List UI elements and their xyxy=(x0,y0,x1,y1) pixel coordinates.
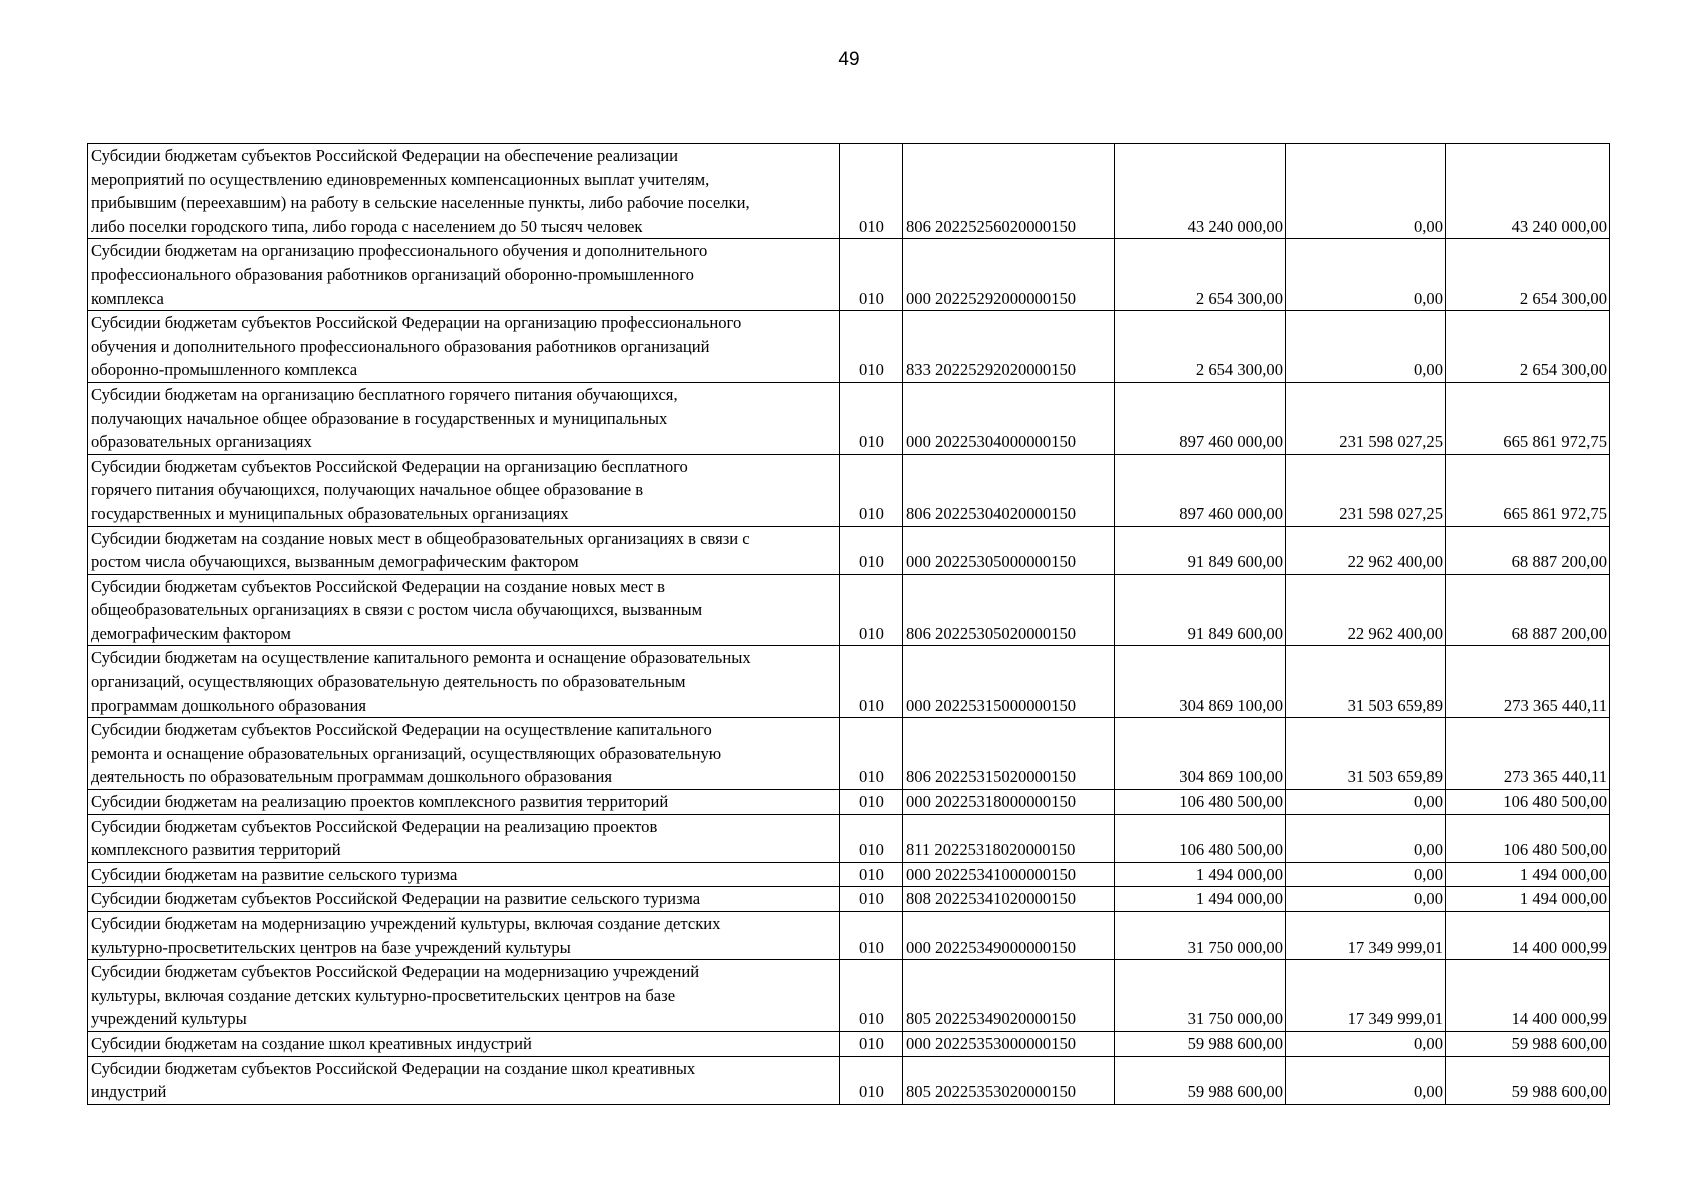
approved-amount-cell: 1 494 000,00 xyxy=(1115,862,1286,887)
unexecuted-amount-cell: 665 861 972,75 xyxy=(1446,382,1610,454)
income-description-line: государственных и муниципальных образовательных организациях xyxy=(91,503,569,523)
line-code-cell: 010 xyxy=(840,239,903,311)
unexecuted-amount-cell: 106 480 500,00 xyxy=(1446,790,1610,815)
line-code-cell: 010 xyxy=(840,960,903,1032)
income-description-line: Субсидии бюджетам на развитие сельского туризма xyxy=(91,864,458,884)
approved-amount-cell: 106 480 500,00 xyxy=(1115,790,1286,815)
income-description-line: Субсидии бюджетам субъектов Российской Федерации на реализацию проектов xyxy=(91,816,658,836)
line-code-cell: 010 xyxy=(840,718,903,790)
table-row xyxy=(88,814,1610,862)
income-classification-code-cell: 811 20225318020000150 xyxy=(903,814,1115,862)
income-classification-code-cell: 805 20225353020000150 xyxy=(903,1056,1115,1104)
unexecuted-amount-cell: 43 240 000,00 xyxy=(1446,144,1610,239)
approved-amount-cell: 91 849 600,00 xyxy=(1115,526,1286,574)
approved-amount-cell: 59 988 600,00 xyxy=(1115,1031,1286,1056)
executed-amount-cell: 0,00 xyxy=(1286,862,1446,887)
executed-amount-cell: 0,00 xyxy=(1286,790,1446,815)
income-description-line: Субсидии бюджетам на осуществление капитального ремонта и оснащение образовательных xyxy=(91,648,751,668)
line-code-cell: 010 xyxy=(840,574,903,646)
unexecuted-amount-cell: 665 861 972,75 xyxy=(1446,454,1610,526)
unexecuted-amount-cell: 59 988 600,00 xyxy=(1446,1056,1610,1104)
income-description-line: деятельность по образовательным программам дошкольного образования xyxy=(91,767,613,787)
executed-amount-cell: 231 598 027,25 xyxy=(1286,382,1446,454)
income-description-cell xyxy=(88,574,840,646)
income-description-cell xyxy=(88,1031,840,1056)
table-row xyxy=(88,382,1610,454)
unexecuted-amount-cell: 2 654 300,00 xyxy=(1446,239,1610,311)
income-description-cell xyxy=(88,814,840,862)
income-description-line: Субсидии бюджетам субъектов Российской Федерации на организацию бесплатного xyxy=(91,456,688,476)
unexecuted-amount-cell: 14 400 000,99 xyxy=(1446,960,1610,1032)
income-description-line: комплексного развития территорий xyxy=(91,840,341,860)
income-description-line: обучения и дополнительного профессионального образования работников организаций xyxy=(91,336,710,356)
income-description-cell xyxy=(88,718,840,790)
income-description-line: Субсидии бюджетам субъектов Российской Федерации на осуществление капитального xyxy=(91,720,712,740)
income-description-cell xyxy=(88,526,840,574)
approved-amount-cell: 304 869 100,00 xyxy=(1115,718,1286,790)
executed-amount-cell: 31 503 659,89 xyxy=(1286,718,1446,790)
income-description-line: Субсидии бюджетам субъектов Российской Федерации на обеспечение реализации xyxy=(91,146,679,165)
approved-amount-cell: 91 849 600,00 xyxy=(1115,574,1286,646)
income-description-line: культуры, включая создание детских культурно-просветительских центров на базе xyxy=(91,985,676,1005)
unexecuted-amount-cell: 14 400 000,99 xyxy=(1446,912,1610,960)
income-description-line: учреждений культуры xyxy=(91,1009,247,1029)
income-description-cell xyxy=(88,239,840,311)
table-row xyxy=(88,1031,1610,1056)
approved-amount-cell: 897 460 000,00 xyxy=(1115,382,1286,454)
income-classification-code-cell: 806 20225304020000150 xyxy=(903,454,1115,526)
executed-amount-cell: 17 349 999,01 xyxy=(1286,960,1446,1032)
income-description-line: Субсидии бюджетам на создание новых мест в общеобразовательных организациях в связи с xyxy=(91,528,750,548)
table-row xyxy=(88,574,1610,646)
income-description-line: культурно-просветительских центров на базе учреждений культуры xyxy=(91,937,571,957)
executed-amount-cell: 22 962 400,00 xyxy=(1286,574,1446,646)
income-classification-code-cell: 000 20225304000000150 xyxy=(903,382,1115,454)
line-code-cell: 010 xyxy=(840,646,903,718)
unexecuted-amount-cell: 106 480 500,00 xyxy=(1446,814,1610,862)
unexecuted-amount-cell: 59 988 600,00 xyxy=(1446,1031,1610,1056)
approved-amount-cell: 106 480 500,00 xyxy=(1115,814,1286,862)
income-classification-code-cell: 805 20225349020000150 xyxy=(903,960,1115,1032)
executed-amount-cell: 31 503 659,89 xyxy=(1286,646,1446,718)
income-classification-code-cell: 000 20225292000000150 xyxy=(903,239,1115,311)
income-description-cell xyxy=(88,790,840,815)
table-row xyxy=(88,646,1610,718)
income-classification-code-cell: 000 20225318000000150 xyxy=(903,790,1115,815)
line-code-cell: 010 xyxy=(840,814,903,862)
income-description-line: Субсидии бюджетам субъектов Российской Федерации на организацию профессионального xyxy=(91,313,742,333)
table-row xyxy=(88,311,1610,383)
income-description-line: демографическим фактором xyxy=(91,623,291,643)
income-description-line: организаций, осуществляющих образовательную деятельность по образовательным xyxy=(91,672,686,692)
income-description-line: индустрий xyxy=(91,1082,167,1102)
executed-amount-cell: 0,00 xyxy=(1286,887,1446,912)
executed-amount-cell: 22 962 400,00 xyxy=(1286,526,1446,574)
income-description-line: прибывшим (переехавшим) на работу в сельские населенные пункты, либо рабочие поселки, xyxy=(91,193,750,213)
income-description-line: Субсидии бюджетам субъектов Российской Федерации на развитие сельского туризма xyxy=(91,889,701,909)
income-description-line: оборонно-промышленного комплекса xyxy=(91,360,358,380)
executed-amount-cell: 0,00 xyxy=(1286,311,1446,383)
executed-amount-cell: 231 598 027,25 xyxy=(1286,454,1446,526)
income-description-line: комплекса xyxy=(91,288,164,308)
income-classification-code-cell: 000 20225315000000150 xyxy=(903,646,1115,718)
income-description-cell xyxy=(88,887,840,912)
income-description-line: получающих начальное общее образование в государственных и муниципальных xyxy=(91,408,668,428)
income-description-line: Субсидии бюджетам на организацию профессионального обучения и дополнительного xyxy=(91,241,708,261)
unexecuted-amount-cell: 68 887 200,00 xyxy=(1446,574,1610,646)
income-classification-code-cell: 000 20225341000000150 xyxy=(903,862,1115,887)
table-row xyxy=(88,454,1610,526)
approved-amount-cell: 31 750 000,00 xyxy=(1115,960,1286,1032)
approved-amount-cell: 43 240 000,00 xyxy=(1115,144,1286,239)
executed-amount-cell: 0,00 xyxy=(1286,1056,1446,1104)
line-code-cell: 010 xyxy=(840,526,903,574)
income-description-cell xyxy=(88,862,840,887)
income-description-line: Субсидии бюджетам субъектов Российской Федерации на создание школ креативных xyxy=(91,1058,696,1078)
income-classification-code-cell: 808 20225341020000150 xyxy=(903,887,1115,912)
table-row xyxy=(88,790,1610,815)
income-description-line: либо поселки городского типа, либо города с населением до 50 тысяч человек xyxy=(91,216,643,236)
income-classification-code-cell: 806 20225305020000150 xyxy=(903,574,1115,646)
approved-amount-cell: 2 654 300,00 xyxy=(1115,311,1286,383)
approved-amount-cell: 59 988 600,00 xyxy=(1115,1056,1286,1104)
unexecuted-amount-cell: 273 365 440,11 xyxy=(1446,718,1610,790)
income-description-line: образовательных организациях xyxy=(91,432,312,452)
table-row xyxy=(88,862,1610,887)
table-row xyxy=(88,912,1610,960)
approved-amount-cell: 897 460 000,00 xyxy=(1115,454,1286,526)
executed-amount-cell: 0,00 xyxy=(1286,1031,1446,1056)
unexecuted-amount-cell: 2 654 300,00 xyxy=(1446,311,1610,383)
income-description-line: программам дошкольного образования xyxy=(91,695,367,715)
line-code-cell: 010 xyxy=(840,1031,903,1056)
income-description-cell xyxy=(88,382,840,454)
line-code-cell: 010 xyxy=(840,311,903,383)
income-description-line: горячего питания обучающихся, получающих начальное общее образование в xyxy=(91,480,644,500)
income-description-cell xyxy=(88,646,840,718)
income-description-line: Субсидии бюджетам на создание школ креативных индустрий xyxy=(91,1033,532,1053)
income-description-cell xyxy=(88,454,840,526)
approved-amount-cell: 2 654 300,00 xyxy=(1115,239,1286,311)
line-code-cell: 010 xyxy=(840,1056,903,1104)
income-classification-code-cell: 000 20225353000000150 xyxy=(903,1031,1115,1056)
approved-amount-cell: 304 869 100,00 xyxy=(1115,646,1286,718)
income-description-line: Субсидии бюджетам на модернизацию учреждений культуры, включая создание детских xyxy=(91,914,721,933)
income-description-line: Субсидии бюджетам субъектов Российской Федерации на модернизацию учреждений xyxy=(91,962,700,982)
table-row xyxy=(88,718,1610,790)
table-row xyxy=(88,887,1610,912)
income-description-line: Субсидии бюджетам на организацию бесплатного горячего питания обучающихся, xyxy=(91,384,678,404)
income-description-line: профессионального образования работников организаций оборонно-промышленного xyxy=(91,264,694,284)
executed-amount-cell: 17 349 999,01 xyxy=(1286,912,1446,960)
income-description-cell xyxy=(88,1056,840,1104)
page-number: 49 xyxy=(838,49,860,70)
line-code-cell: 010 xyxy=(840,887,903,912)
income-description-line: ремонта и оснащение образовательных организаций, осуществляющих образовательную xyxy=(91,743,722,763)
income-description-line: ростом числа обучающихся, вызванным демографическим фактором xyxy=(91,552,579,572)
income-description-cell xyxy=(88,912,840,960)
line-code-cell: 010 xyxy=(840,862,903,887)
executed-amount-cell: 0,00 xyxy=(1286,239,1446,311)
line-code-cell: 010 xyxy=(840,454,903,526)
budget-income-table xyxy=(87,143,1610,1105)
table-row xyxy=(88,960,1610,1032)
income-description-cell xyxy=(88,311,840,383)
line-code-cell: 010 xyxy=(840,912,903,960)
line-code-cell: 010 xyxy=(840,790,903,815)
approved-amount-cell: 1 494 000,00 xyxy=(1115,887,1286,912)
executed-amount-cell: 0,00 xyxy=(1286,814,1446,862)
line-code-cell: 010 xyxy=(840,144,903,239)
budget-table-body xyxy=(88,144,1610,1105)
income-description-line: Субсидии бюджетам на реализацию проектов комплексного развития территорий xyxy=(91,792,669,812)
income-description-cell xyxy=(88,960,840,1032)
table-row xyxy=(88,239,1610,311)
table-row xyxy=(88,526,1610,574)
income-classification-code-cell: 806 20225315020000150 xyxy=(903,718,1115,790)
income-classification-code-cell: 833 20225292020000150 xyxy=(903,311,1115,383)
table-row xyxy=(88,144,1610,239)
line-code-cell: 010 xyxy=(840,382,903,454)
income-description-line: мероприятий по осуществлению единовременных компенсационных выплат учителям, xyxy=(91,169,710,189)
income-classification-code-cell: 000 20225349000000150 xyxy=(903,912,1115,960)
table-row xyxy=(88,1056,1610,1104)
income-description-line: Субсидии бюджетам субъектов Российской Федерации на создание новых мест в xyxy=(91,576,665,596)
unexecuted-amount-cell: 273 365 440,11 xyxy=(1446,646,1610,718)
income-description-line: общеобразовательных организациях в связи с ростом числа обучающихся, вызванным xyxy=(91,600,703,620)
unexecuted-amount-cell: 1 494 000,00 xyxy=(1446,887,1610,912)
unexecuted-amount-cell: 68 887 200,00 xyxy=(1446,526,1610,574)
unexecuted-amount-cell: 1 494 000,00 xyxy=(1446,862,1610,887)
income-classification-code-cell: 806 20225256020000150 xyxy=(903,144,1115,239)
income-classification-code-cell: 000 20225305000000150 xyxy=(903,526,1115,574)
approved-amount-cell: 31 750 000,00 xyxy=(1115,912,1286,960)
income-description-cell xyxy=(88,144,840,239)
executed-amount-cell: 0,00 xyxy=(1286,144,1446,239)
